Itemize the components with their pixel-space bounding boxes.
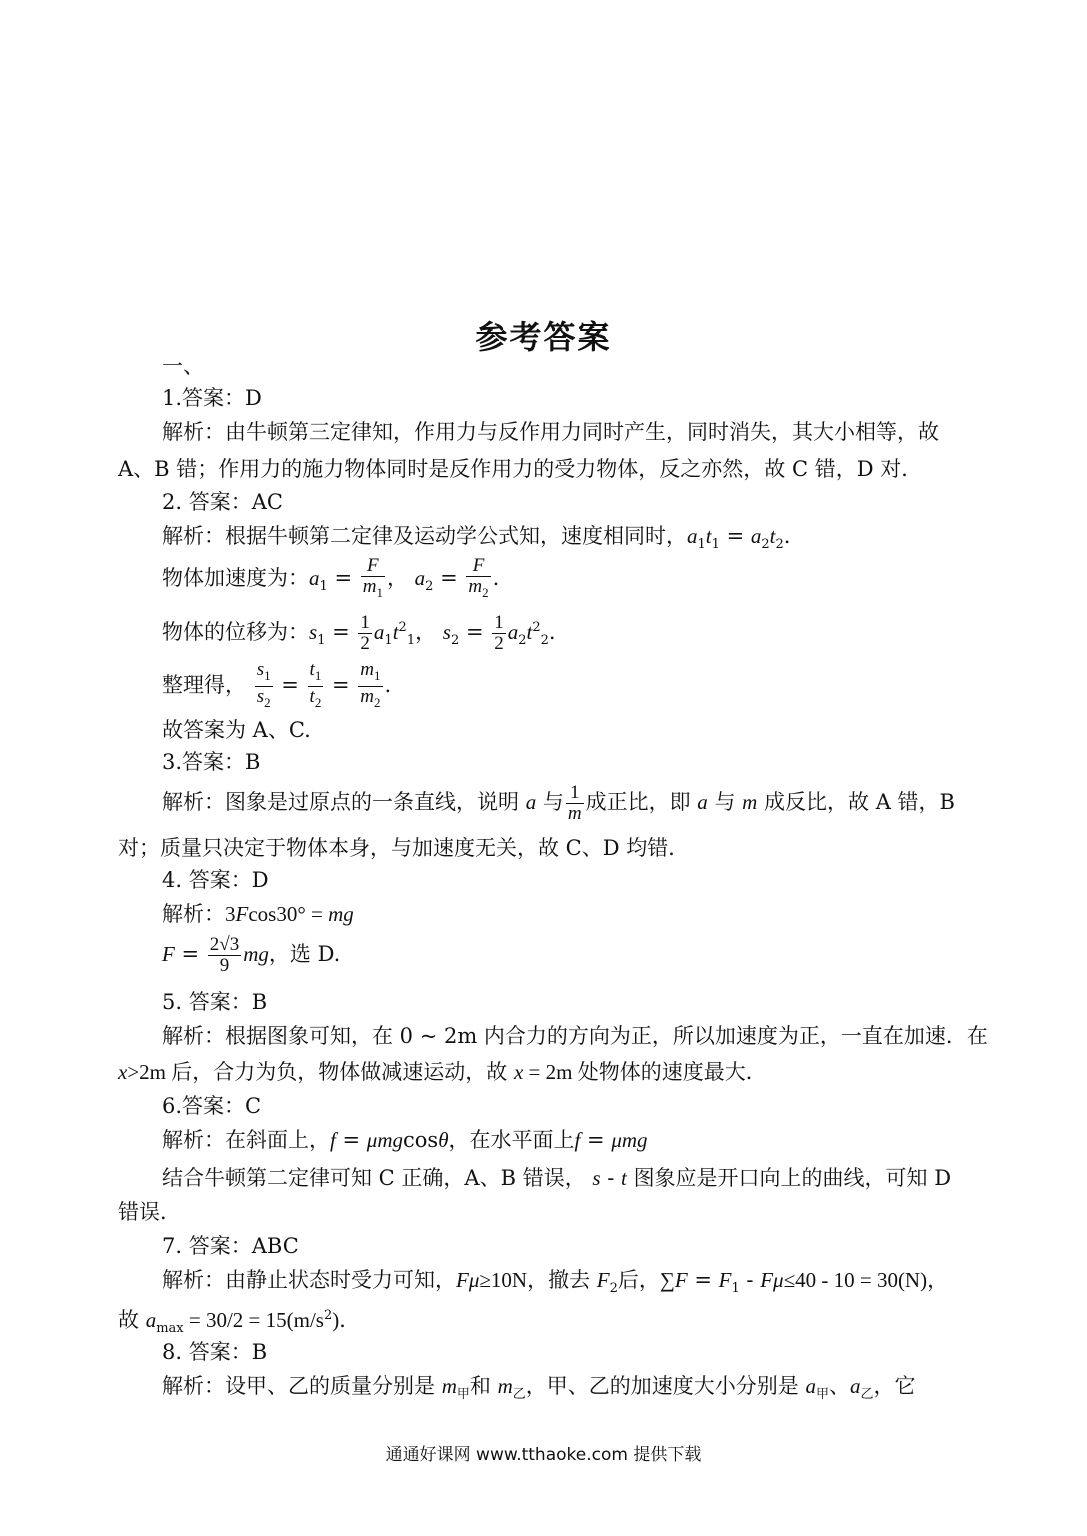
- q2-ratio-formula: 整理得， $\frac{s_1}{s_2}$ = $\frac{t_1}{t_2}$ = $\frac{m_1}{m_2}$ .: [162, 659, 392, 710]
- q1-answer: 1.答案：D: [162, 386, 262, 410]
- q5-explanation-line1: 解析：根据图象可知，在 0 ~ 2m 内合力的方向为正，所以加速度为正，一直在加速．在: [162, 1024, 988, 1048]
- q6-explanation-line1: 解析：在斜面上，f = μmgcosθ，在水平面上f = μmg: [162, 1128, 648, 1152]
- q5-answer: 5. 答案：B: [162, 990, 268, 1014]
- q4-formula: F = $\frac{2√3}{9}$ mg，选 D.: [162, 934, 341, 976]
- q5-explanation-line2: x>2m 后，合力为负，物体做减速运动，故 x = 2m 处物体的速度最大．: [118, 1060, 767, 1084]
- q6-explanation-line2: 结合牛顿第二定律可知 C 正确，A、B 错误， s - t 图象应是开口向上的曲线，可知 D: [162, 1166, 952, 1190]
- q2-displacement-formula: 物体的位移为：$s_1$ = $\frac{1}{2}$ $a_1t^2_1$， $s_2$ = $\frac{1}{2}$ $a_2t^2_2$.: [162, 612, 556, 654]
- q1-explanation-line2: A、B 错；作用力的施力物体同时是反作用力的受力物体，反之亦然，故 C 错，D 对．: [118, 457, 923, 481]
- section-heading: 一、: [162, 354, 204, 378]
- q3-explanation-line1: 解析：图象是过原点的一条直线，说明 a 与 $\frac{1}{m}$ 成正比，即 a 与 m 成反比，故 A 错，B: [162, 782, 955, 824]
- q3-answer: 3.答案：B: [162, 750, 261, 774]
- q8-explanation-line1: 解析：设甲、乙的质量分别是 $m_甲$和 $m_乙$，甲、乙的加速度大小分别是 $a_甲$、$a_乙$，它: [162, 1374, 916, 1403]
- q3-explanation-line2: 对；质量只决定于物体本身，与加速度无关，故 C、D 均错．: [118, 836, 690, 860]
- q2-conclusion: 故答案为 A、C.: [162, 718, 311, 742]
- q7-explanation-line2: 故 $a_{max} = 30/2 = 15(m/s^2)$．: [118, 1308, 361, 1337]
- q2-answer: 2. 答案：AC: [162, 490, 283, 514]
- q6-answer: 6.答案：C: [162, 1094, 262, 1118]
- q4-explanation-line1: 解析：3Fcos30° = mg: [162, 902, 354, 926]
- q2-explanation-line1: 解析：根据牛顿第二定律及运动学公式知，速度相同时，$a_1t_1 = a_2t_2$.: [162, 524, 791, 553]
- q8-answer: 8. 答案：B: [162, 1340, 268, 1364]
- q6-explanation-line3: 错误．: [118, 1200, 181, 1224]
- q1-explanation-line1: 解析：由牛顿第三定律知，作用力与反作用力同时产生，同时消失，其大小相等，故: [162, 420, 939, 444]
- page-footer: 通通好课网 www.tthaoke.com 提供下载: [385, 1445, 702, 1465]
- q7-answer: 7. 答案：ABC: [162, 1234, 299, 1258]
- q4-answer: 4. 答案：D: [162, 868, 269, 892]
- page-title: 参考答案: [475, 318, 612, 356]
- q2-acceleration-formula: 物体加速度为：$a_1$ = $\frac{F}{m_1}$ ， $a_2$ = $\frac{F}{m_2}$ .: [162, 555, 500, 600]
- q7-explanation-line1: 解析：由静止状态时受力可知，Fμ≥10N，撤去 $F_2$后，$\sum F = F_1 - F\mu\le 40 - 10 = 30(N)$，: [162, 1268, 949, 1297]
